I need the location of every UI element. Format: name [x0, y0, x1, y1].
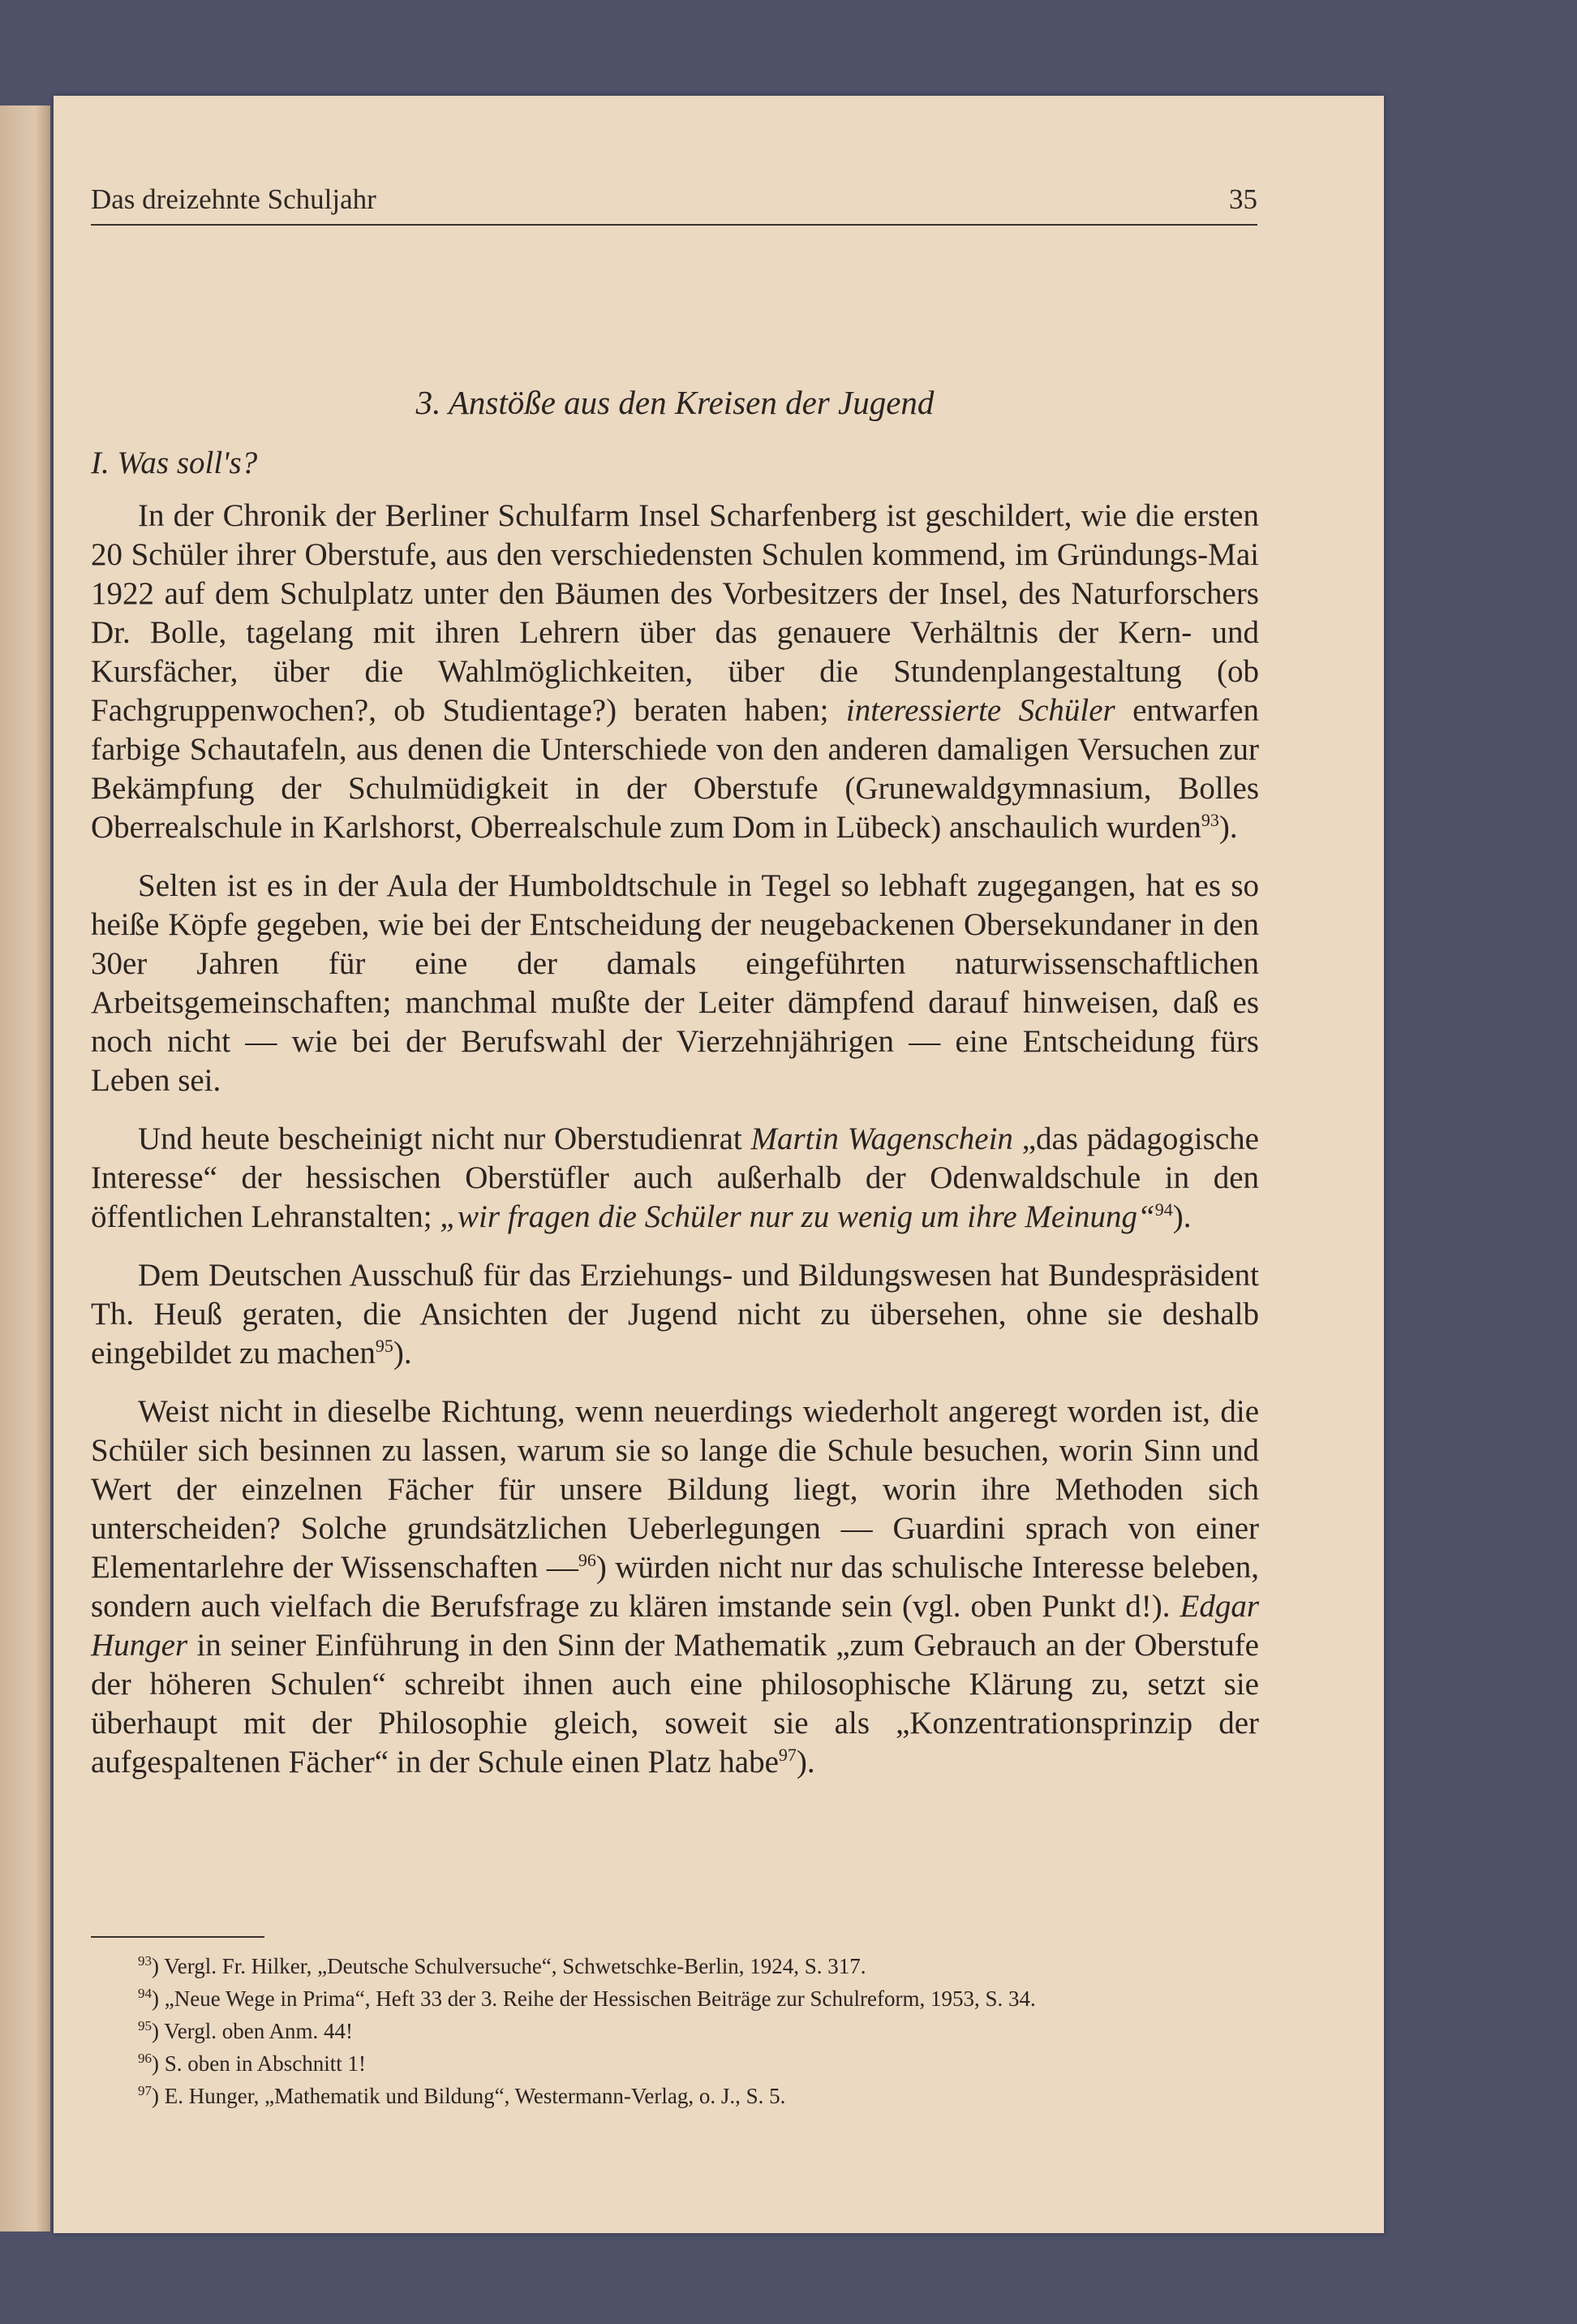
running-header [91, 183, 1257, 226]
footnote: $^{96}$) S. oben in Abschnitt 1! [138, 2051, 366, 2076]
footnote-ref: 96 [578, 1550, 596, 1570]
paragraph: Und heute bescheinigt nicht nur Oberstudienrat Martin Wagenschein „das pädagogische Interesse“ der hessischen Oberstüfler auch außerhalb der Odenwaldschule in den öffentlichen Lehranstalten; „wir fragen die Schüler nur zu wenig um ihre Meinung“$^{94}$). [91, 1121, 1259, 1234]
footnote-ref: 93 [1201, 810, 1219, 830]
footnote: $^{94}$) „Neue Wege in Prima“, Heft 33 der 3. Reihe der Hessischen Beiträge zur Schulreform, 1953, S. 34. [138, 1986, 1036, 2011]
footnote-ref: 95 [375, 1336, 393, 1356]
subsection-title: I. Was soll's? [91, 445, 258, 480]
paragraph: Weist nicht in dieselbe Richtung, wenn neuerdings wiederholt angeregt worden ist, die Schüler sich besinnen zu lassen, warum sie so lange die Schule besuchen, worin Sinn und Wert der einzelnen Fächer für unsere Bildung liegt, worin ihre Methoden sich unterscheiden? Solche grundsätzlichen Ueberlegungen — Guardini sprach von einer Elementarlehre der Wissenschaften —$^{96}$) würden nicht nur das schulische Interesse beleben, sondern auch vielfach die Berufsfrage zu klären imstande sein (vgl. oben Punkt d!). Edgar Hunger in seiner Einführung in den Sinn der Mathematik „zum Gebrauch an der Oberstufe der höheren Schulen“ schreibt ihnen auch eine philosophische Klärung zu, setzt sie überhaupt mit der Philosophie gleich, soweit sie als „Konzentrationsprinzip der aufgespaltenen Fächer“ in der Schule einen Platz habe$^{97}$). [91, 1394, 1259, 1780]
footnote: $^{93}$) Vergl. Fr. Hilker, „Deutsche Schulversuche“, Schwetschke-Berlin, 1924, S. 317. [138, 1953, 866, 1978]
running-title: Das dreizehnte Schuljahr [91, 183, 376, 215]
body-text [91, 497, 1259, 1801]
footnote-divider [91, 1936, 264, 1938]
footnote: $^{97}$) E. Hunger, „Mathematik und Bildung“, Westermann-Verlag, o. J., S. 5. [138, 2083, 786, 2108]
section-title: 3. Anstöße aus den Kreisen der Jugend [415, 384, 935, 421]
paragraph: Selten ist es in der Aula der Humboldtschule in Tegel so lebhaft zugegangen, hat es so heiße Köpfe gegeben, wie bei der Entscheidung der neugebackenen Obersekundaner in den 30er Jahren für eine der damals eingeführten naturwissenschaftlichen Arbeitsgemeinschaften; manchmal mußte der Leiter dämpfend darauf hinweisen, daß es noch nicht — wie bei der Berufswahl der Vierzehnjährigen — eine Entscheidung fürs Leben sei. [91, 868, 1259, 1098]
page-number: 35 [1229, 183, 1257, 215]
footnote-ref: 94 [1154, 1199, 1173, 1220]
footnotes [91, 1947, 1259, 2110]
footnote: $^{95}$) Vergl. oben Anm. 44! [138, 2018, 353, 2043]
paragraph: In der Chronik der Berliner Schulfarm Insel Scharfenberg ist geschildert, wie die ersten 20 Schüler ihrer Oberstufe, aus den verschiedensten Schulen kommend, im Gründungs-Mai 1922 auf dem Schulplatz unter den Bäumen des Vorbesitzers der Insel, des Naturforschers Dr. Bolle, tagelang mit ihren Lehrern über das genauere Verhältnis der Kern- und Kursfächer, über die Wahlmöglichkeiten, über die Stundenplangestaltung (ob Fachgruppenwochen?, ob Studientage?) beraten haben; interessierte Schüler entwarfen farbige Schautafeln, aus denen die Unterschiede von den anderen damaligen Versuchen zur Bekämpfung der Schulmüdigkeit in der Oberstufe (Grunewaldgymnasium, Bolles Oberrealschule in Karlshorst, Oberrealschule zum Dom in Lübeck) anschaulich wurden$^{93}$). [91, 498, 1259, 845]
paragraph: Dem Deutschen Ausschuß für das Erziehungs- und Bildungswesen hat Bundespräsident Th. Heuß geraten, die Ansichten der Jugend nicht zu übersehen, ohne sie deshalb eingebildet zu machen$^{95}$). [91, 1258, 1259, 1371]
adjacent-page-edge [0, 105, 50, 2231]
footnote-ref: 97 [778, 1745, 797, 1765]
